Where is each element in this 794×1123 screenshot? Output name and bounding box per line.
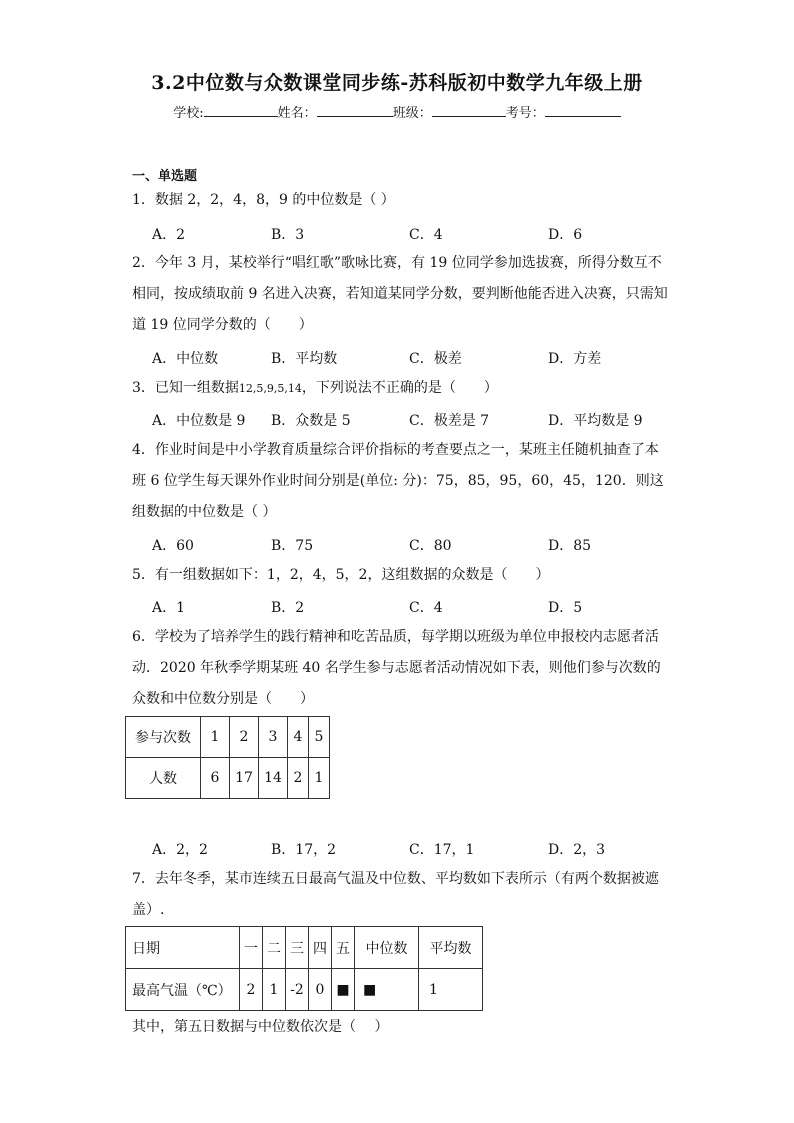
- option-a: A．中位数: [152, 351, 219, 367]
- number-blank: [545, 104, 621, 117]
- section-heading: 一、单选题: [132, 169, 198, 184]
- table-cell: 1: [309, 758, 330, 799]
- option-d: D．85: [548, 538, 592, 554]
- table-cell: 0: [309, 969, 332, 1011]
- question-4: 4．作业时间是中小学教育质量综合评价指标的考查要点之一，某班主任随机抽查了本班 6 位学生每天课外作业时间分别是(单位: 分)：75，85，95，60，45，120．则这组数据的中位数是（ ）: [132, 442, 664, 520]
- option-c: C．17，1: [409, 842, 475, 858]
- table-cell: 3: [259, 717, 288, 758]
- option-a: A．1: [152, 600, 186, 616]
- question-3-data: 12,5,9,5,14: [238, 382, 302, 395]
- table-cell: 2: [240, 969, 263, 1011]
- school-label: 学校:: [173, 106, 204, 121]
- table-cell: ■: [332, 969, 355, 1011]
- question-2: 2．今年 3 月，某校举行“唱红歌”歌咏比赛，有 19 位同学参加选拔赛，所得分数互不相同，按成绩取前 9 名进入决赛，若知道某同学分数，要判断他能否进入决赛，只需知道 19 位同学分数的（ ）: [132, 255, 668, 333]
- option-c: C．80: [409, 538, 452, 554]
- question-7-prompt: 其中，第五日数据与中位数依次是（ ）: [132, 1019, 389, 1035]
- table-cell: 一: [240, 927, 263, 969]
- table-cell: 二: [263, 927, 286, 969]
- table-row: [126, 758, 330, 799]
- name-label: 姓名：: [277, 106, 317, 121]
- table-cell: 1: [419, 969, 483, 1011]
- table-row: [126, 717, 330, 758]
- table-row: [126, 969, 483, 1011]
- option-c: C．4: [409, 227, 443, 243]
- table-cell: 14: [259, 758, 288, 799]
- table-header-cell: 日期: [126, 927, 240, 969]
- question-5-options: [152, 597, 692, 617]
- question-2-options: [152, 348, 692, 368]
- option-d: D．方差: [548, 351, 602, 367]
- option-d: D．6: [548, 227, 583, 243]
- student-info-line: [0, 102, 794, 121]
- table-cell: -2: [286, 969, 309, 1011]
- table-header-cell: 参与次数: [126, 717, 201, 758]
- table-cell: 1: [201, 717, 230, 758]
- table-cell: 三: [286, 927, 309, 969]
- question-3: [132, 373, 672, 404]
- option-b: B．3: [271, 227, 305, 243]
- table-cell: 17: [230, 758, 259, 799]
- table-header-cell: 人数: [126, 758, 201, 799]
- table-cell: 5: [309, 717, 330, 758]
- school-blank: [204, 104, 278, 117]
- question-3-options: [152, 410, 692, 430]
- question-6-options: [152, 839, 692, 859]
- question-5: 5．有一组数据如下：1，2，4，5，2，这组数据的众数是（ ）: [132, 567, 550, 583]
- option-b: B．平均数: [271, 351, 338, 367]
- table-row: [126, 927, 483, 969]
- number-label: 考号：: [505, 106, 545, 121]
- table-header-cell: 最高气温（℃）: [126, 969, 240, 1011]
- option-c: C．极差: [409, 351, 462, 367]
- option-b: B．75: [271, 538, 314, 554]
- option-c: C．4: [409, 600, 443, 616]
- question-1-options: [152, 224, 692, 244]
- option-b: B．17，2: [271, 842, 337, 858]
- table-cell: 2: [288, 758, 309, 799]
- option-b: B．2: [271, 600, 305, 616]
- temperature-table: [125, 926, 483, 1011]
- class-label: 班级：: [392, 106, 432, 121]
- table-cell: 2: [230, 717, 259, 758]
- table-cell: 五: [332, 927, 355, 969]
- option-a: A．2，2: [152, 842, 208, 858]
- option-c: C．极差是 7: [409, 413, 490, 429]
- page-title: 3.2中位数与众数课堂同步练-苏科版初中数学九年级上册: [151, 72, 643, 94]
- question-7: 7．去年冬季，某市连续五日最高气温及中位数、平均数如下表所示（有两个数据被遮盖）.: [132, 871, 659, 918]
- question-3-text-a: 3．已知一组数据: [132, 380, 239, 396]
- option-d: D．2，3: [548, 842, 606, 858]
- table-cell: 1: [263, 969, 286, 1011]
- option-d: D．5: [548, 600, 583, 616]
- participation-table: [125, 716, 330, 799]
- option-b: B．众数是 5: [271, 413, 351, 429]
- class-blank: [432, 104, 506, 117]
- question-1: 1．数据 2，2，4，8，9 的中位数是（ ）: [132, 192, 395, 208]
- name-blank: [317, 104, 393, 117]
- table-cell: 平均数: [419, 927, 483, 969]
- option-d: D．平均数是 9: [548, 413, 643, 429]
- question-3-text-b: ，下列说法不正确的是（ ）: [301, 380, 498, 396]
- table-cell: ■: [355, 969, 419, 1011]
- table-cell: 6: [201, 758, 230, 799]
- option-a: A．60: [152, 538, 194, 554]
- table-cell: 四: [309, 927, 332, 969]
- table-cell: 中位数: [355, 927, 419, 969]
- table-cell: 4: [288, 717, 309, 758]
- option-a: A．2: [152, 227, 186, 243]
- question-6: 6．学校为了培养学生的践行精神和吃苦品质，每学期以班级为单位申报校内志愿者活动．2020 年秋季学期某班 40 名学生参与志愿者活动情况如下表，则他们参与次数的众数和中位数分别是（ ）: [132, 629, 661, 707]
- question-4-options: [152, 535, 692, 555]
- option-a: A．中位数是 9: [152, 413, 246, 429]
